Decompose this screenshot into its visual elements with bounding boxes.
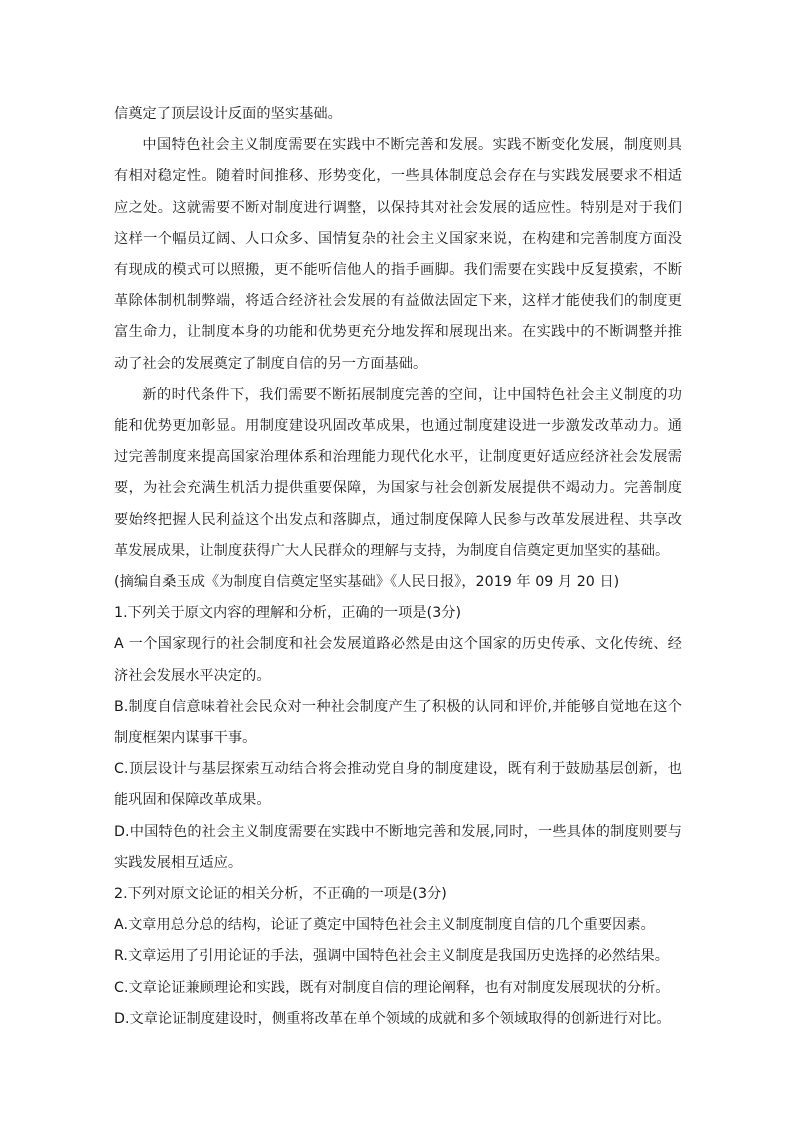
answer-option: A 一个国家现行的社会制度和社会发展道路必然是由这个国家的历史传承、文化传统、经济社会发展水平决定的。 <box>114 636 682 684</box>
paragraph: 新的时代条件下，我们需要不断拓展制度完善的空间，让中国特色社会主义制度的功能和优势更加彰显。用制度建设巩固改革成果，也通过制度建设进一步激发改革动力。通过完善制度来提高国家治理体系和治理能力现代化水平，让制度更好适应经济社会发展需要，为社会充满生机活力提供重要保障，为国家与社会创新发展提供不竭动力。完善制度要始终把握人民利益这个出发点和落脚点，通过制度保障人民参与改革发展进程、共享改革发展成果，让制度获得广大人民群众的理解与支持，为制度自信奠定更加坚实的基础。 <box>114 386 682 559</box>
answer-option: D.文章论证制度建设时，侧重将改革在单个领域的成就和多个领域取得的创新进行对比。 <box>114 1010 671 1027</box>
paragraph: 中国特色社会主义制度需要在实践中不断完善和发展。实践不断变化发展，制度则具有相对稳定性。随着时间推移、形势变化，一些具体制度总会存在与实践发展要求不相适应之处。这就需要不断对制度进行调整，以保持其对社会发展的适应性。特别是对于我们这样一个幅员辽阔、人口众多、国情复杂的社会主义国家来说，在构建和完善制度方面没有现成的模式可以照搬，更不能听信他人的指手画脚。我们需要在实践中反复摸索，不断革除体制机制弊端，将适合经济社会发展的有益做法固定下来，这样才能使我们的制度更富生命力，让制度本身的功能和优势更充分地发挥和展现出来。在实践中的不断调整并推动了社会的发展奠定了制度自信的另一方面基础。 <box>114 137 682 372</box>
answer-option: D.中国特色的社会主义制度需要在实践中不断地完善和发展,同时，一些具体的制度则要与实践发展相互适应。 <box>114 823 682 871</box>
question-stem: 1.下列关于原文内容的理解和分析，正确的一项是(3分) <box>114 605 462 622</box>
answer-option: C.顶层设计与基层探索互动结合将会推动党自身的制度建设，既有利于鼓励基层创新，也能巩固和保障改革成果。 <box>114 761 682 809</box>
answer-option: A.文章用总分总的结构，论证了奠定中国特色社会主义制度制度自信的几个重要因素。 <box>114 917 655 934</box>
answer-option: R.文章运用了引用论证的手法，强调中国特色社会主义制度是我国历史选择的必然结果。 <box>114 948 669 965</box>
source-citation: (摘编自桑玉成《为制度自信奠定坚实基础》《人民日报》，2019 年 09 月 20 日) <box>114 574 620 591</box>
paragraph-continued: 信奠定了顶层设计反面的坚实基础。 <box>114 106 342 122</box>
document-body <box>114 99 682 1035</box>
question-stem: 2.下列对原文论证的相关分析，不正确的一项是(3分) <box>114 886 447 903</box>
answer-option: B.制度自信意味着社会民众对一种社会制度产生了积极的认同和评价,并能够自觉地在这个制度框架内谋事干事。 <box>114 698 682 747</box>
answer-option: C.文章论证兼顾理论和实践，既有对制度自信的理论阐释，也有对制度发展现状的分析。 <box>114 979 670 996</box>
